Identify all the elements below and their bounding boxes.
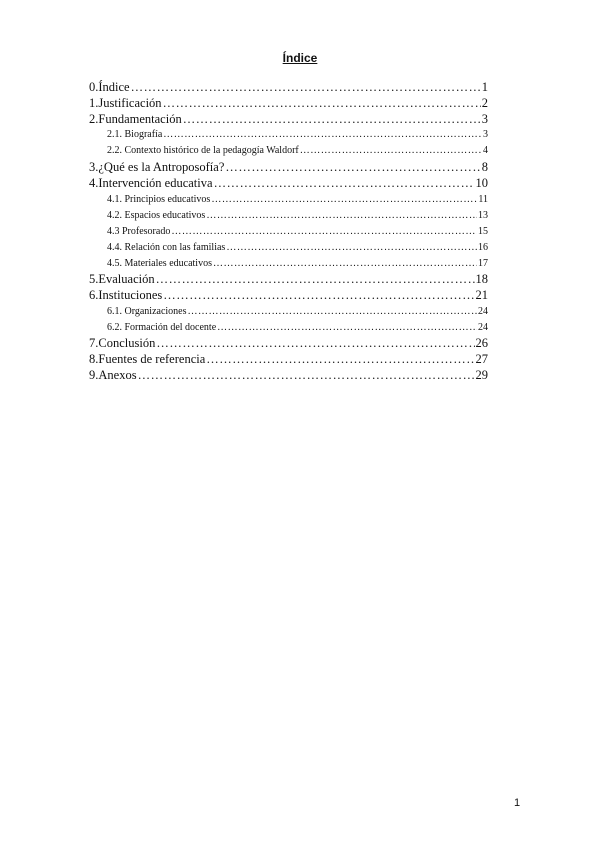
toc-entry-label: 4.2. Espacios educativos [107,210,206,221]
toc-entry-number: 9. [89,368,99,382]
toc-leader-dots [225,160,480,175]
toc-leader-dots [163,288,474,303]
toc-entry-label: 4.4. Relación con las familias [107,242,226,253]
toc-subentry[interactable] [107,129,488,143]
toc-entry-number: 7. [89,336,99,350]
toc-entry[interactable] [89,80,488,96]
toc-subentry[interactable] [107,322,488,336]
toc-entry-page: 29 [475,368,488,382]
toc-entry-page: 27 [475,352,488,366]
toc-entry-page: 4 [483,145,488,156]
toc-entry[interactable] [89,352,488,368]
page-title: Índice [282,51,318,65]
toc-leader-dots [300,145,482,156]
page-number: 1 [514,797,521,809]
toc-entry-label: 6.2. Formación del docente [107,322,217,333]
toc-leader-dots [156,336,474,351]
toc-leader-dots [206,210,477,221]
toc-entry-label: 4.1. Principios educativos [107,194,211,205]
toc-leader-dots [206,352,474,367]
toc-entry-page: 17 [478,258,488,269]
toc-leader-dots [214,176,475,191]
toc-entry-page: 11 [478,194,488,205]
toc-entry-page: 1 [481,80,488,94]
toc-leader-dots [211,194,477,205]
toc-entry-number: 2. [89,112,99,126]
toc-entry-number: 0. [89,80,99,94]
toc-entry-label: ¿Qué es la Antroposofía? [98,160,225,174]
toc-entry-label: Conclusión [98,336,156,350]
toc-subentry[interactable] [107,145,488,159]
toc-entry[interactable] [89,272,488,288]
toc-entry[interactable] [89,112,488,128]
toc-entry-label: 4.3 Profesorado [107,226,171,237]
toc-entry-page: 15 [478,226,488,237]
toc-entry[interactable] [89,160,488,176]
toc-entry-number: 3. [89,160,99,174]
toc-leader-dots [226,242,477,253]
toc-leader-dots [163,96,481,111]
toc-entry-label: Justificación [98,96,162,110]
toc-leader-dots [217,322,477,333]
toc-entry[interactable] [89,368,488,384]
toc-leader-dots [183,112,481,127]
toc-entry-page: 10 [475,176,488,190]
toc-entry-page: 8 [481,160,488,174]
toc-entry-page: 26 [475,336,488,350]
toc-subentry[interactable] [107,194,488,208]
toc-entry-page: 24 [478,322,488,333]
toc-entry-page: 24 [478,306,488,317]
toc-entry-label: 6.1. Organizaciones [107,306,187,317]
toc-entry-page: 3 [481,112,488,126]
toc-entry-label: 4.5. Materiales educativos [107,258,212,269]
toc-entry[interactable] [89,96,488,112]
toc-entry-page: 18 [475,272,488,286]
toc-entry-page: 21 [475,288,488,302]
toc-entry-label: Fuentes de referencia [98,352,206,366]
toc-leader-dots [131,80,481,95]
toc-subentry[interactable] [107,242,488,256]
toc-entry-number: 6. [89,288,99,302]
toc-leader-dots [156,272,475,287]
toc-entry-number: 8. [89,352,99,366]
toc-entry-label: Intervención educativa [98,176,213,190]
toc-entry-number: 4. [89,176,99,190]
toc-leader-dots [163,129,482,140]
toc-entry-number: 1. [89,96,99,110]
toc-entry[interactable] [89,336,488,352]
toc-subentry[interactable] [107,226,488,240]
toc-subentry[interactable] [107,258,488,272]
toc-entry-label: 2.1. Biografía [107,129,163,140]
toc-entry-label: 2.2. Contexto histórico de la pedagogía Waldorf [107,145,299,156]
toc-entry-label: Índice [98,80,130,94]
toc-entry-label: Instituciones [98,288,163,302]
toc-leader-dots [171,226,477,237]
toc-entry[interactable] [89,288,488,304]
toc-entry-page: 3 [483,129,488,140]
toc-entry-page: 2 [481,96,488,110]
toc-entry[interactable] [89,176,488,192]
toc-subentry[interactable] [107,306,488,320]
toc-entry-page: 16 [478,242,488,253]
toc-leader-dots [213,258,477,269]
toc-entry-label: Anexos [98,368,137,382]
toc-entry-number: 5. [89,272,99,286]
toc-leader-dots [138,368,475,383]
toc-leader-dots [188,306,477,317]
toc-subentry[interactable] [107,210,488,224]
toc-entry-label: Fundamentación [98,112,182,126]
toc-entry-page: 13 [478,210,488,221]
toc-entry-label: Evaluación [98,272,155,286]
